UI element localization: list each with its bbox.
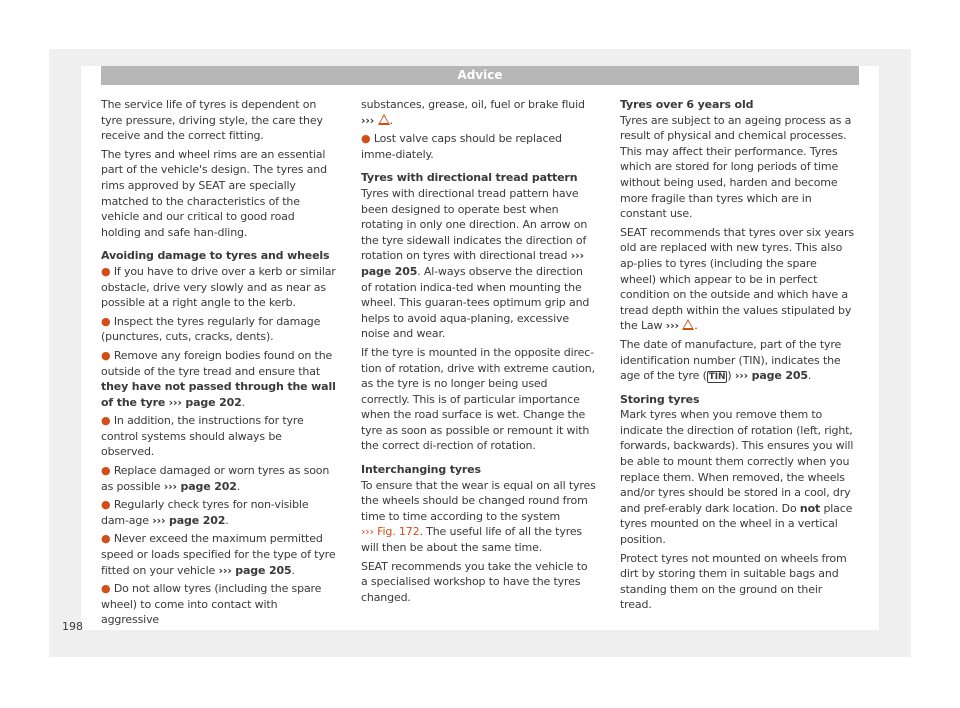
list-item-text: Remove any foreign bodies found on the outside of the tyre tread and ensure that xyxy=(101,348,333,378)
list-item: ● Remove any foreign bodies found on the outside of the tyre tread and ensure that they have not passed through the wall of the tyre ››› page 202. xyxy=(101,348,336,409)
emphasis-text: not xyxy=(799,501,821,515)
page-number: 198 xyxy=(62,620,83,633)
section-heading: Avoiding damage to tyres and wheels xyxy=(101,249,330,263)
paragraph: The service life of tyres is dependent on tyre pressure, driving style, the care they receive and the correct fitting. xyxy=(101,98,323,143)
bullet-icon: ● xyxy=(101,498,111,512)
warning-triangle-icon xyxy=(378,114,390,125)
bullet-icon: ● xyxy=(101,464,111,478)
column-3 xyxy=(620,97,855,616)
list-item-text: Do not allow tyres (including the spare wheel) to come into contact with aggressive xyxy=(101,582,322,627)
column-2 xyxy=(361,97,596,608)
section-header: Advice xyxy=(101,66,859,85)
paragraph: Protect tyres not mounted on wheels from dirt by storing them in suitable bags and standing them on the ground on their tread. xyxy=(620,551,847,612)
list-item xyxy=(101,264,336,311)
list-item xyxy=(101,581,336,628)
bullet-icon: ● xyxy=(101,348,111,362)
paragraph: substances, grease, oil, fuel or brake fluid ››› . xyxy=(361,98,585,127)
list-item: ● Replace damaged or worn tyres as soon as possible ››› page 202. xyxy=(101,464,330,493)
list-item-text: If you have to drive over a kerb or similar obstacle, drive very slowly and as near as possible at a right angle to the kerb. xyxy=(101,264,336,310)
warning-reference-link[interactable]: ››› xyxy=(665,319,679,333)
paragraph-text: SEAT recommends that tyres over six years old are replaced with new tyres. This also ap-plies to tyres (including the spare wheel) which appear to be in perfect condition on the outside and which have a tread depth within the values stipulated by the Law xyxy=(620,225,854,333)
list-item: ● Regularly check tyres for non-visible dam-age ››› page 202. xyxy=(101,498,309,527)
section-heading: Interchanging tyres xyxy=(361,463,481,477)
page-reference-link[interactable]: ››› page 205 xyxy=(734,369,808,383)
page-reference-link[interactable]: ››› page 202 xyxy=(168,395,242,409)
paragraph-text: To ensure that the wear is equal on all tyres the wheels should be changed round from time to time according to the system xyxy=(361,478,596,523)
paragraph xyxy=(620,407,855,547)
bullet-icon: ● xyxy=(101,532,111,546)
paragraph-text: The date of manufacture, part of the tyre identification number (TIN), indicates the age of the tyre ( xyxy=(620,337,842,383)
list-item xyxy=(101,413,336,460)
emphasis-text: they have not passed through the wall of the tyre xyxy=(101,380,336,409)
paragraph: If the tyre is mounted in the opposite direc-tion of rotation, drive with extreme caution, as the tyre is no longer being used correctly. This is of particular importance when the road surface is wet. Change the tyre as soon as possible or remount it with the correct di-rection of rotation. xyxy=(361,345,595,453)
page-reference-link[interactable]: ››› page 202 xyxy=(152,513,226,527)
section-heading: Tyres with directional tread pattern xyxy=(361,171,578,185)
paragraph: SEAT recommends you take the vehicle to a specialised workshop to have the tyres changed. xyxy=(361,559,588,604)
page-reference-link[interactable]: ››› page 205 xyxy=(361,249,584,278)
paragraph-text: . The useful life of all the tyres will then be about the same time. xyxy=(361,525,583,555)
bullet-icon: ● xyxy=(361,132,371,146)
paragraph xyxy=(361,478,596,556)
list-item xyxy=(361,131,596,162)
page-reference-link[interactable]: ››› page 202 xyxy=(163,479,237,493)
bullet-icon: ● xyxy=(101,582,111,596)
list-item-text: Regularly check tyres for non-visible dam-age xyxy=(101,498,309,527)
paragraph-text: place tyres mounted on the wheel in a vertical position. xyxy=(620,501,853,547)
section-heading: Tyres over 6 years old xyxy=(620,98,754,111)
list-item-text: Replace damaged or worn tyres as soon as possible xyxy=(101,464,330,493)
paragraph-text: . Al-ways observe the direction of rotation indica-ted when mounting the wheel. This guaran-tees optimum grip and helps to avoid aqua-planing, excessive noise and wear. xyxy=(361,264,590,341)
list-item-text: Lost valve caps should be replaced imme-diately. xyxy=(361,132,562,161)
paragraph-text: substances, grease, oil, fuel or brake fluid xyxy=(361,98,585,111)
paragraph-text: Mark tyres when you remove them to indicate the direction of rotation (left, right, forwards, backwards). This ensures you will be able to mount them correctly when you replace them. When removed, the wheels and/or tyres should be stored in a cool, dry and pref-erably dark location. Do xyxy=(620,408,854,515)
bullet-icon: ● xyxy=(101,264,111,278)
warning-triangle-icon xyxy=(682,319,694,330)
paragraph-text: Tyres with directional tread pattern have been designed to operate best when rotating in only one direction. An arrow on the tyre sidewall indicates the direction of rotation on tyres with directional tread xyxy=(361,186,588,263)
column-1 xyxy=(101,97,336,631)
bullet-icon: ● xyxy=(101,314,111,328)
list-item-text: Never exceed the maximum permitted speed or loads specified for the type of tyre fitted on your vehicle xyxy=(101,532,336,577)
section-heading: Storing tyres xyxy=(620,392,700,406)
bullet-icon: ● xyxy=(101,414,111,428)
paragraph: SEAT recommends that tyres over six years old are replaced with new tyres. This also ap-plies to tyres (including the spare wheel) which appear to be in perfect condition on the outside and which have a tread depth within the values stipulated by the Law ››› . xyxy=(620,225,854,333)
paragraph xyxy=(361,186,596,342)
paragraph: The date of manufacture, part of the tyre identification number (TIN), indicates the age of the tyre ( TIN ) ››› page 205. xyxy=(620,337,842,383)
tin-symbol-icon: TIN xyxy=(708,372,726,383)
warning-reference-link[interactable]: ››› xyxy=(361,113,375,127)
paragraph: Tyres are subject to an ageing process as a result of physical and chemical processes. This may affect their performance. Tyres which are stored for long periods of time without being used, harden and become more fragile than tyres which are in constant use. xyxy=(620,113,852,221)
list-item: ● Never exceed the maximum permitted speed or loads specified for the type of tyre fitted on your vehicle ››› page 205. xyxy=(101,532,336,577)
list-item-text: Inspect the tyres regularly for damage (punctures, cuts, cracks, dents). xyxy=(101,314,321,344)
figure-reference-link[interactable]: ››› Fig. 172 xyxy=(361,525,420,539)
page-reference-link[interactable]: ››› page 205 xyxy=(218,563,292,577)
list-item-text: In addition, the instructions for tyre control systems should always be observed. xyxy=(101,414,304,459)
list-item xyxy=(101,314,336,345)
paragraph: The tyres and wheel rims are an essential part of the vehicle's design. The tyres and rims approved by SEAT are specially matched to the characteristics of the vehicle and our critical to good road holding and safe han-dling. xyxy=(101,147,327,239)
